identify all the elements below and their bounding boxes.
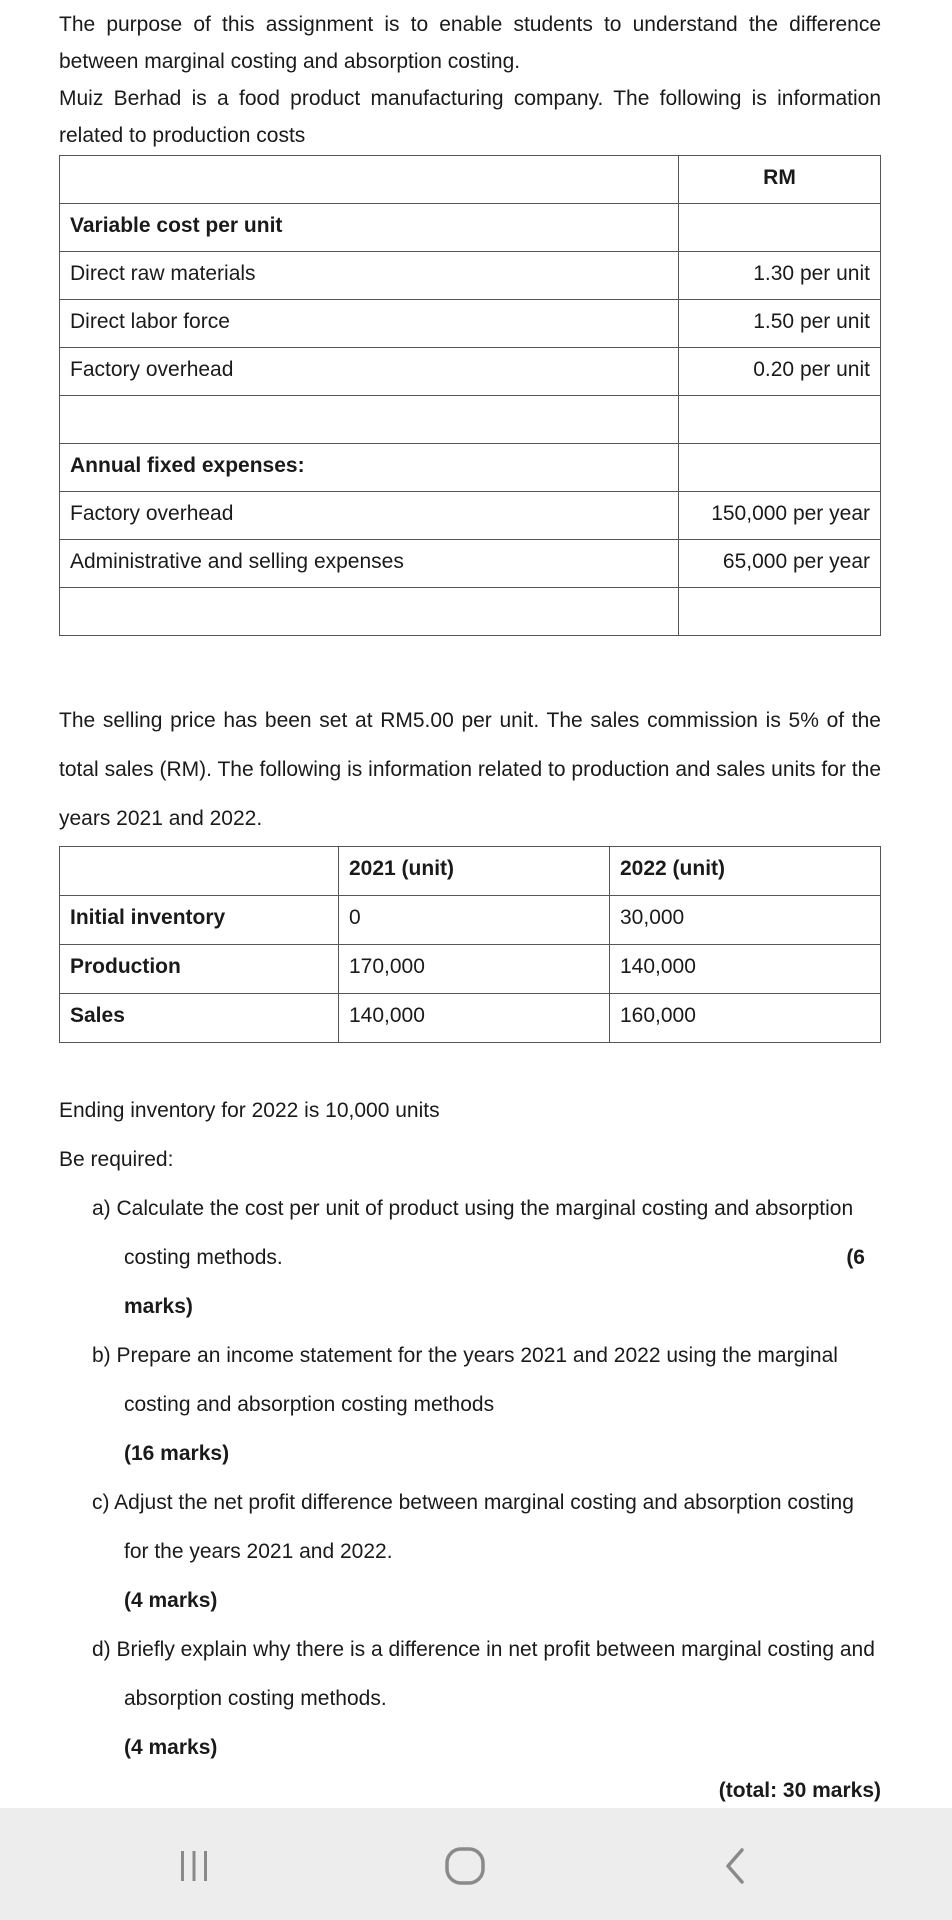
question-text-continued: costing and absorption costing methods bbox=[124, 1393, 495, 1416]
home-icon bbox=[443, 1846, 487, 1886]
question-c bbox=[92, 1478, 881, 1625]
question-list bbox=[92, 1184, 881, 1772]
cost-value: 1.50 per unit bbox=[679, 300, 881, 348]
row-label: Production bbox=[60, 945, 339, 994]
header-2021: 2021 (unit) bbox=[339, 847, 610, 896]
question-text-part: costing methods. bbox=[124, 1246, 283, 1269]
table-cell-empty bbox=[679, 396, 881, 444]
question-text-continued bbox=[92, 1233, 881, 1282]
intro-text bbox=[59, 0, 881, 154]
question-text-continued: absorption costing methods. bbox=[124, 1687, 387, 1710]
requirements-intro bbox=[59, 1086, 881, 1184]
value-2021: 140,000 bbox=[339, 994, 610, 1043]
cost-label: Factory overhead bbox=[60, 492, 679, 540]
table-row bbox=[60, 945, 881, 994]
marks-label: (4 marks) bbox=[124, 1736, 218, 1759]
question-d bbox=[92, 1625, 881, 1772]
value-2021: 0 bbox=[339, 896, 610, 945]
question-text-continued: for the years 2021 and 2022. bbox=[124, 1540, 393, 1563]
total-marks: (total: 30 marks) bbox=[718, 1779, 881, 1802]
header-2022: 2022 (unit) bbox=[610, 847, 881, 896]
table-cell-empty bbox=[60, 588, 679, 636]
value-2022: 140,000 bbox=[610, 945, 881, 994]
selling-price-paragraph: The selling price has been set at RM5.00 per unit. The sales commission is 5% of the total sales (RM). The following is information related to production and sales units for the years 2021 and 2022. bbox=[59, 709, 881, 830]
value-2022: 30,000 bbox=[610, 896, 881, 945]
ending-inventory-note: Ending inventory for 2022 is 10,000 units bbox=[59, 1099, 440, 1122]
table-row bbox=[60, 156, 881, 204]
cost-label: Direct labor force bbox=[60, 300, 679, 348]
back-button[interactable] bbox=[705, 1838, 765, 1894]
cost-label: Administrative and selling expenses bbox=[60, 540, 679, 588]
android-navigation-bar bbox=[0, 1808, 952, 1920]
marks-label: (4 marks) bbox=[124, 1589, 218, 1612]
table-row bbox=[60, 540, 881, 588]
recent-apps-button[interactable] bbox=[164, 1838, 224, 1894]
table-row bbox=[60, 896, 881, 945]
currency-header: RM bbox=[679, 156, 881, 204]
question-b bbox=[92, 1331, 881, 1478]
required-label: Be required: bbox=[59, 1148, 174, 1171]
intro-paragraph-2: Muiz Berhad is a food product manufacturing company. The following is information related to production costs bbox=[59, 87, 881, 147]
table-row bbox=[60, 994, 881, 1043]
value-2022: 160,000 bbox=[610, 994, 881, 1043]
recent-apps-icon bbox=[176, 1849, 212, 1883]
production-sales-table bbox=[59, 846, 881, 1043]
units-header-empty bbox=[60, 847, 339, 896]
intro-paragraph-1: The purpose of this assignment is to enable students to understand the difference between marginal costing and absorption costing. bbox=[59, 13, 881, 73]
home-button[interactable] bbox=[435, 1838, 495, 1894]
cost-label: Factory overhead bbox=[60, 348, 679, 396]
value-2021: 170,000 bbox=[339, 945, 610, 994]
cost-value: 150,000 per year bbox=[679, 492, 881, 540]
question-a bbox=[92, 1184, 881, 1331]
table-row bbox=[60, 588, 881, 636]
row-label: Initial inventory bbox=[60, 896, 339, 945]
marks-label: marks) bbox=[124, 1295, 193, 1318]
production-cost-table bbox=[59, 155, 881, 636]
cost-header-empty bbox=[60, 156, 679, 204]
table-cell-empty bbox=[679, 444, 881, 492]
marks-label: (16 marks) bbox=[124, 1442, 230, 1465]
row-label: Sales bbox=[60, 994, 339, 1043]
back-icon bbox=[720, 1846, 750, 1886]
question-text: c) Adjust the net profit difference between marginal costing and absorption costing bbox=[92, 1491, 854, 1514]
table-row bbox=[60, 492, 881, 540]
table-cell-empty bbox=[60, 396, 679, 444]
table-row bbox=[60, 348, 881, 396]
table-cell-empty bbox=[679, 204, 881, 252]
question-text: a) Calculate the cost per unit of product using the marginal costing and absorption bbox=[92, 1197, 854, 1220]
cost-value: 0.20 per unit bbox=[679, 348, 881, 396]
table-row bbox=[60, 204, 881, 252]
table-row bbox=[60, 396, 881, 444]
cost-value: 65,000 per year bbox=[679, 540, 881, 588]
question-text: d) Briefly explain why there is a difference in net profit between marginal costing and bbox=[92, 1638, 875, 1661]
table-row bbox=[60, 252, 881, 300]
table-cell-empty bbox=[679, 588, 881, 636]
table-row bbox=[60, 300, 881, 348]
table-row bbox=[60, 444, 881, 492]
fixed-expenses-heading: Annual fixed expenses: bbox=[60, 444, 679, 492]
variable-cost-heading: Variable cost per unit bbox=[60, 204, 679, 252]
table-row bbox=[60, 847, 881, 896]
cost-value: 1.30 per unit bbox=[679, 252, 881, 300]
question-text: b) Prepare an income statement for the years 2021 and 2022 using the marginal bbox=[92, 1344, 838, 1367]
marks-label: (6 bbox=[846, 1246, 865, 1269]
cost-label: Direct raw materials bbox=[60, 252, 679, 300]
